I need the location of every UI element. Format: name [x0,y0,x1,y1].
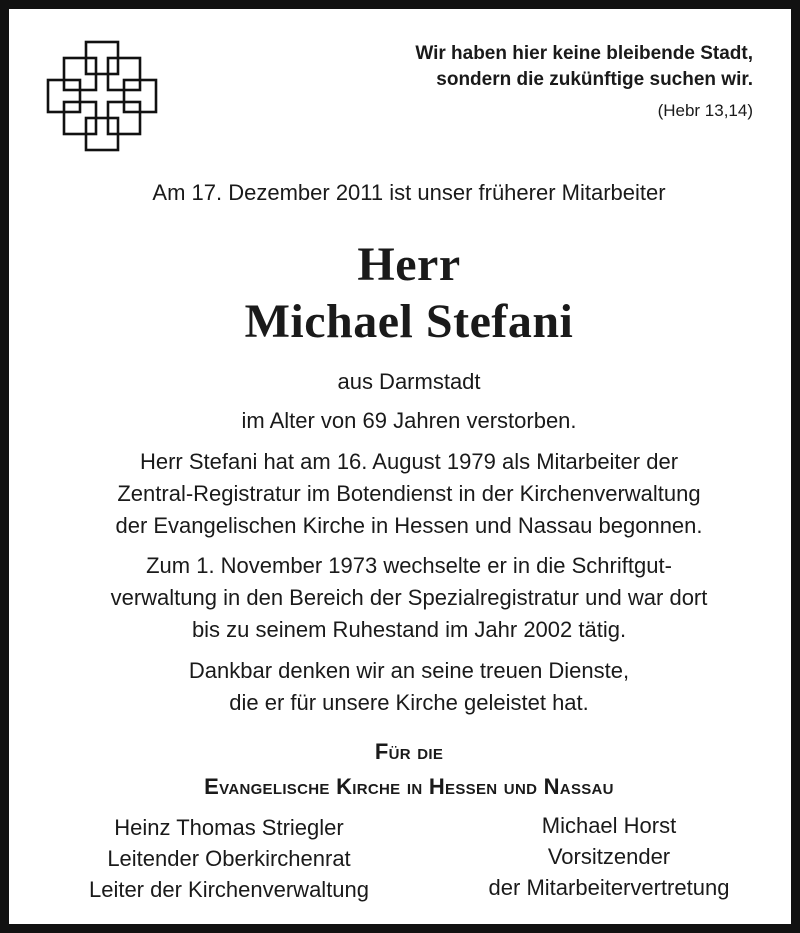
organization-prefix: Für die [374,739,444,764]
signatory-right [429,810,789,903]
paragraph-line: Zum 1. November 1973 wechselte er in die Schriftgut- [146,553,672,578]
career-paragraph-1 [9,446,800,542]
paragraph-line: Herr Stefani hat am 16. August 1979 als Mitarbeiter der [139,449,679,474]
deceased-name: Michael Stefani [244,295,574,348]
verse-line: sondern die zukünftige suchen wir. [436,69,753,90]
organization-name: Evangelische Kirche in Hessen und Nassau [204,774,614,799]
paragraph-line: bis zu seinem Ruhestand im Jahr 2002 tätig. [191,617,627,642]
bible-verse [415,41,753,93]
paragraph-line: der Evangelischen Kirche in Hessen und Nassau begonnen. [115,513,703,538]
age-text: im Alter von 69 Jahren verstorben. [241,408,577,433]
verse-line: Wir haben hier keine bleibende Stadt, [415,43,753,64]
signatory-role: Vorsitzender [547,844,671,869]
signatory-name: Heinz Thomas Striegler [114,815,344,840]
verse-reference: (Hebr 13,14) [657,101,753,120]
paragraph-line: Dankbar denken wir an seine treuen Dienste, [188,658,630,683]
signatory-role: der Mitarbeitervertretung [488,875,730,900]
cross-emblem-icon [45,39,159,153]
signatory-name: Michael Horst [541,813,677,838]
signatory-role: Leiter der Kirchenverwaltung [88,877,370,902]
origin-text: aus Darmstadt [337,369,481,394]
intro-text: Am 17. Dezember 2011 ist unser früherer Mitarbeiter [152,180,666,205]
paragraph-line: Zentral-Registratur im Botendienst in der Kirchenverwaltung [117,481,701,506]
signatory-role: Leitender Oberkirchenrat [107,846,351,871]
career-paragraph-2 [9,550,800,646]
paragraph-line: die er für unsere Kirche geleistet hat. [229,690,589,715]
paragraph-line: verwaltung in den Bereich der Spezialregistratur und war dort [110,585,708,610]
signatory-left [49,812,409,905]
gratitude-paragraph [9,655,800,719]
deceased-title: Herr [357,238,461,291]
